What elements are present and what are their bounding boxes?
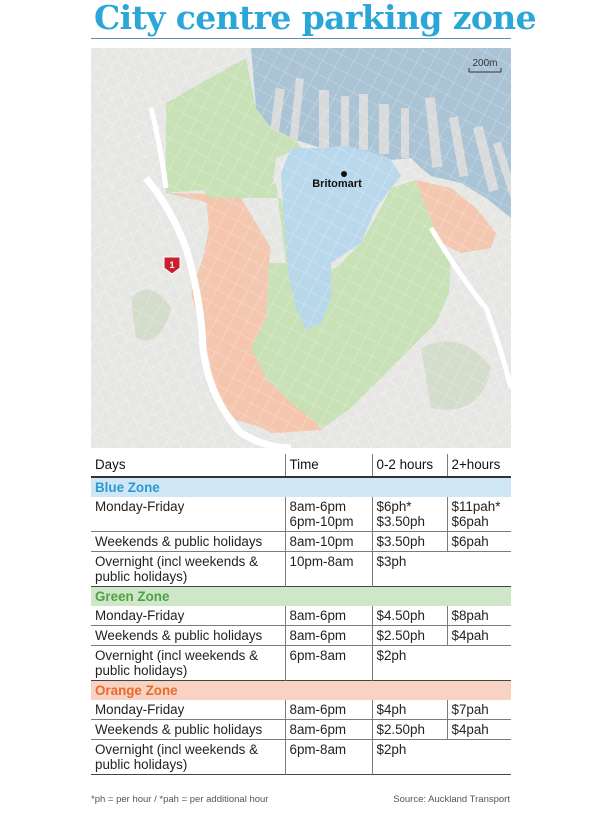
first-hours-cell: $2ph xyxy=(376,648,407,663)
days-cell: Monday-Friday xyxy=(91,700,285,720)
extra-hours-cell xyxy=(447,497,511,532)
rate-value: $3.50ph xyxy=(376,514,425,529)
extra-hours-cell: $4pah xyxy=(451,628,489,643)
source-credit: Source: Auckland Transport xyxy=(393,794,510,805)
days-cell: Monday-Friday xyxy=(91,497,285,532)
zone-name: Green Zone xyxy=(91,587,511,607)
parking-zone-map xyxy=(91,48,511,448)
extra-hours-cell: $8pah xyxy=(451,608,489,623)
first-hours-cell: $2ph xyxy=(376,742,407,757)
extra-hours-cell: $4pah xyxy=(451,722,489,737)
page-title: City centre parking zone xyxy=(94,0,537,37)
street-overlay xyxy=(91,48,511,448)
map-canvas xyxy=(91,48,511,448)
time-cell: 8am-6pm xyxy=(285,700,372,720)
table-row xyxy=(91,700,511,720)
days-cell: Weekends & public holidays xyxy=(91,626,285,646)
table-row xyxy=(91,626,511,646)
britomart-label: Britomart xyxy=(312,178,362,190)
zone-name: Orange Zone xyxy=(91,681,511,701)
days-cell: Overnight (incl weekends & public holidays) xyxy=(91,740,285,775)
extra-hours-cell: $6pah xyxy=(451,534,489,549)
header-days: Days xyxy=(91,454,285,477)
header-extra-hours: 2+hours xyxy=(451,457,501,472)
first-hours-cell: $4ph xyxy=(372,700,447,720)
table-row xyxy=(91,606,511,626)
time-cell: 8am-6pm xyxy=(285,626,372,646)
highway-number: 1 xyxy=(169,260,175,270)
time-cell: 8am-6pm xyxy=(285,720,372,740)
time-cell: 6pm-8am xyxy=(285,646,372,681)
first-hours-cell: $3.50ph xyxy=(372,532,447,552)
first-hours-cell: $2.50ph xyxy=(372,626,447,646)
rate-value: $6pah xyxy=(451,514,489,529)
zone-name: Blue Zone xyxy=(91,477,511,497)
zone-heading-row xyxy=(91,477,511,497)
header-first-hours: 0-2 hours xyxy=(372,454,447,477)
time-cell xyxy=(285,497,372,532)
first-hours-cell: $3ph xyxy=(376,554,407,569)
time-cell: 8am-6pm xyxy=(285,606,372,626)
table-row xyxy=(91,497,511,532)
first-hours-cell xyxy=(372,497,447,532)
extra-hours-cell xyxy=(447,740,511,775)
days-cell: Overnight (incl weekends & public holidays) xyxy=(91,552,285,587)
table-row xyxy=(91,552,511,587)
scale-label: 200m xyxy=(472,58,498,69)
footnote: *ph = per hour / *pah = per additional hour xyxy=(91,794,269,805)
britomart-marker-icon xyxy=(341,171,347,177)
time-cell: 6pm-8am xyxy=(285,740,372,775)
first-hours-cell: $2.50ph xyxy=(372,720,447,740)
table-row xyxy=(91,740,511,775)
title-divider xyxy=(91,38,511,39)
days-cell: Weekends & public holidays xyxy=(91,532,285,552)
rate-value: $11pah* xyxy=(451,499,501,514)
extra-hours-cell xyxy=(447,646,511,681)
table-row xyxy=(91,532,511,552)
time-value: 8am-6pm xyxy=(289,499,347,514)
parking-fees-table xyxy=(91,454,511,775)
days-cell: Monday-Friday xyxy=(91,606,285,626)
extra-hours-cell xyxy=(447,552,511,587)
time-cell: 8am-10pm xyxy=(285,532,372,552)
table-row xyxy=(91,720,511,740)
days-cell: Overnight (incl weekends & public holidays) xyxy=(91,646,285,681)
zone-heading-row xyxy=(91,681,511,701)
header-time: Time xyxy=(285,454,372,477)
table-header-row xyxy=(91,454,511,477)
time-cell: 10pm-8am xyxy=(285,552,372,587)
extra-hours-cell: $7pah xyxy=(451,702,489,717)
days-cell: Weekends & public holidays xyxy=(91,720,285,740)
time-value: 6pm-10pm xyxy=(289,514,354,529)
rate-value: $6ph* xyxy=(376,499,412,514)
table-row xyxy=(91,646,511,681)
first-hours-cell: $4.50ph xyxy=(372,606,447,626)
zone-heading-row xyxy=(91,587,511,607)
